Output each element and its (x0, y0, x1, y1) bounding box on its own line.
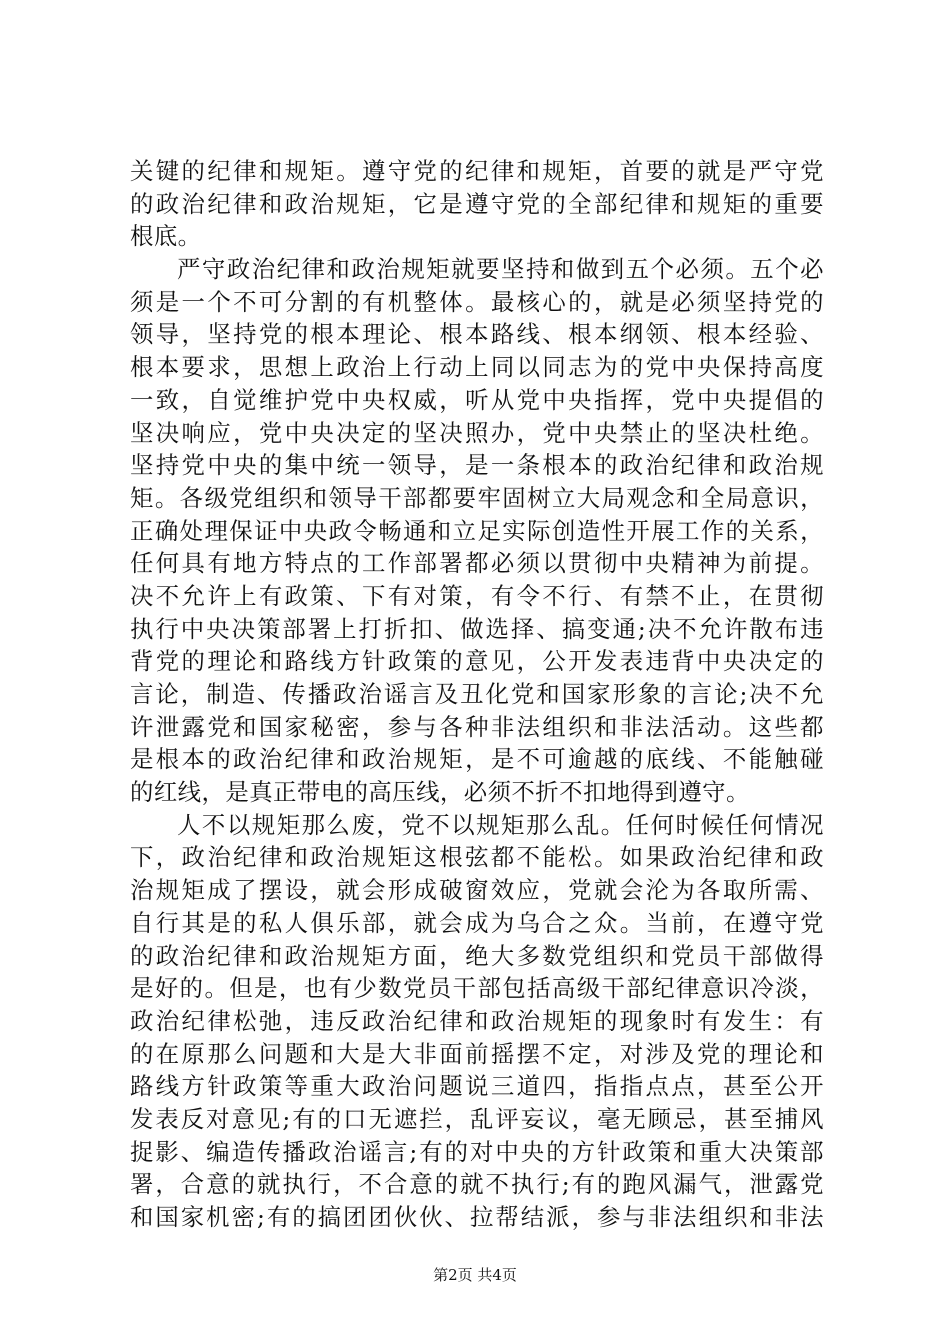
body-line: 关键的纪律和规矩。遵守党的纪律和规矩，首要的就是严守党 (130, 157, 824, 185)
body-line: 的红线，是真正带电的高压线，必须不折不扣地得到遵守。 (130, 778, 750, 807)
paragraph-first-line: 严守政治纪律和政治规矩就要坚持和做到五个必须。五个必 (177, 255, 824, 284)
body-line: 捉影、编造传播政治谣言;有的对中央的方针政策和重大决策部 (130, 1137, 824, 1166)
body-line: 政治纪律松弛，违反政治纪律和政治规矩的现象时有发生：有 (130, 1006, 824, 1035)
body-line: 的政治纪律和政治规矩方面，绝大多数党组织和党员干部做得 (130, 941, 824, 970)
paragraph-first-line: 人不以规矩那么废，党不以规矩那么乱。任何时候任何情况 (177, 810, 824, 839)
page-number: 第2页 共4页 (433, 1266, 517, 1284)
body-line: 自行其是的私人俱乐部，就会成为乌合之众。当前，在遵守党 (130, 908, 824, 937)
body-line: 是好的。但是，也有少数党员干部包括高级干部纪律意识冷淡， (130, 974, 824, 1003)
body-line: 许泄露党和国家秘密，参与各种非法组织和非法活动。这些都 (130, 712, 824, 741)
document-body (130, 155, 824, 1234)
body-line: 署，合意的就执行，不合意的就不执行;有的跑风漏气，泄露党 (130, 1170, 824, 1199)
body-line: 执行中央决策部署上打折扣、做选择、搞变通;决不允许散布违 (130, 614, 824, 643)
body-line: 治规矩成了摆设，就会形成破窗效应，党就会沦为各取所需、 (130, 876, 824, 905)
body-line: 路线方针政策等重大政治问题说三道四，指指点点，甚至公开 (130, 1072, 824, 1101)
body-line: 须是一个不可分割的有机整体。最核心的，就是必须坚持党的 (130, 287, 824, 316)
body-line: 发表反对意见;有的口无遮拦，乱评妄议，毫无顾忌，甚至捕风 (130, 1104, 824, 1133)
body-line: 任何具有地方特点的工作部署都必须以贯彻中央精神为前提。 (130, 549, 824, 578)
body-line: 是根本的政治纪律和政治规矩，是不可逾越的底线、不能触碰 (130, 745, 824, 774)
body-line: 一致，自觉维护党中央权威，听从党中央指挥，党中央提倡的 (130, 385, 824, 414)
body-line: 根本要求，思想上政治上行动上同以同志为的党中央保持高度 (130, 353, 824, 382)
body-line: 决不允许上有政策、下有对策，有令不行、有禁不止，在贯彻 (130, 581, 824, 610)
body-line: 的在原那么问题和大是大非面前摇摆不定，对涉及党的理论和 (130, 1039, 824, 1068)
body-line: 坚持党中央的集中统一领导，是一条根本的政治纪律和政治规 (130, 451, 824, 480)
body-line: 矩。各级党组织和领导干部都要牢固树立大局观念和全局意识， (130, 483, 824, 512)
body-line: 和国家机密;有的搞团团伙伙、拉帮结派，参与非法组织和非法 (130, 1203, 824, 1231)
body-line: 坚决响应，党中央决定的坚决照办，党中央禁止的坚决杜绝。 (130, 418, 824, 447)
body-line: 下，政治纪律和政治规矩这根弦都不能松。如果政治纪律和政 (130, 843, 824, 872)
body-line: 的政治纪律和政治规矩，它是遵守党的全部纪律和规矩的重要 (130, 189, 824, 218)
body-line: 领导，坚持党的根本理论、根本路线、根本纲领、根本经验、 (130, 320, 824, 349)
body-line: 背党的理论和路线方针政策的意见，公开发表违背中央决定的 (130, 647, 824, 676)
body-line: 根底。 (130, 222, 202, 251)
body-line: 正确处理保证中央政令畅通和立足实际创造性开展工作的关系， (130, 516, 824, 545)
body-line: 言论，制造、传播政治谣言及丑化党和国家形象的言论;决不允 (130, 680, 824, 708)
